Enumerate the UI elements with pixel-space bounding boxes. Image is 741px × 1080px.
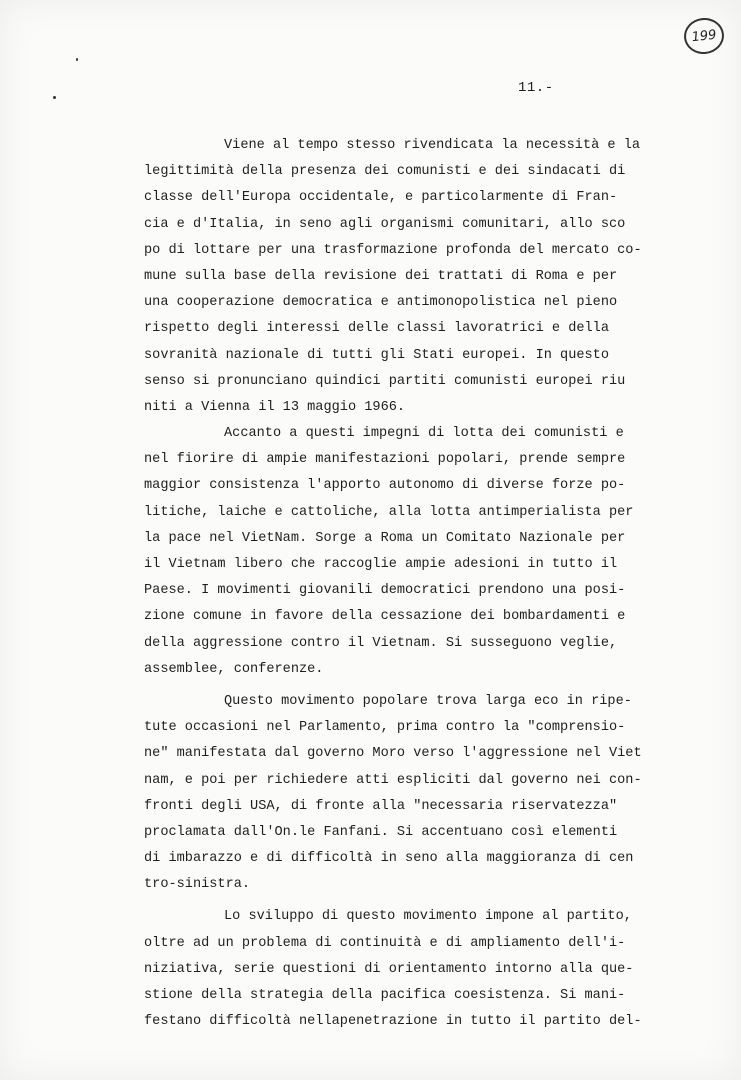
text-line: il Vietnam libero che raccoglie ampie adesioni in tutto il: [144, 557, 618, 572]
ink-speck: [76, 58, 78, 61]
text-line: Accanto a questi impegni di lotta dei comunisti e: [224, 426, 624, 442]
body-text: [144, 133, 674, 1035]
text-line: Paese. I movimenti giovanili democratici prendono una posi-: [144, 583, 626, 599]
text-line: rispetto degli interessi delle classi lavoratrici e della: [144, 321, 609, 337]
text-line: della aggressione contro il Vietnam. Si susseguono veglie,: [144, 635, 618, 651]
text-line: oltre ad un problema di continuità e di ampliamento dell'i-: [144, 935, 626, 951]
text-line: niti a Vienna il 13 maggio 1966.: [144, 399, 406, 415]
text-line: sovranità nazionale di tutti gli Stati europei. In questo: [144, 347, 609, 363]
archive-page-stamp: 199: [682, 16, 726, 56]
text-line: cia e d'Italia, in seno agli organismi comunitari, allo sco: [144, 216, 626, 232]
text-line: classe dell'Europa occidentale, e particolarmente di Fran-: [144, 190, 618, 206]
text-line: tro-sinistra.: [144, 877, 251, 893]
text-line: proclamata dall'On.le Fanfani. Si accentuano così elementi: [144, 824, 618, 840]
text-line: una cooperazione democratica e antimonopolistica nel pieno: [144, 295, 618, 311]
page-number: 11.-: [518, 80, 554, 96]
text-line: mune sulla base della revisione dei trattati di Roma e per: [144, 268, 618, 284]
text-line: Viene al tempo stesso rivendicata la necessità e la: [224, 138, 641, 153]
text-line: tute occasioni nel Parlamento, prima contro la "comprensio-: [144, 720, 626, 736]
text-line: litiche, laiche e cattoliche, alla lotta antimperialista per: [144, 504, 634, 520]
text-line: assemblee, conferenze.: [144, 661, 324, 677]
text-line: stione della strategia della pacifica coesistenza. Si mani-: [144, 988, 626, 1003]
text-line: festano difficoltà nellapenetrazione in tutto il partito del-: [144, 1014, 642, 1030]
text-line: niziativa, serie questioni di orientamento intorno alla que-: [144, 961, 634, 977]
paragraph: [144, 133, 674, 421]
text-line: nam, e poi per richiedere atti espliciti dal governo nei con-: [144, 772, 642, 788]
text-line: zione comune in favore della cessazione dei bombardamenti e: [144, 609, 626, 625]
text-line: Questo movimento popolare trova larga eco in ripe-: [224, 693, 632, 709]
text-line: fronti degli USA, di fronte alla "necessaria riservatezza": [144, 798, 618, 814]
paragraph: [144, 689, 674, 899]
text-line: la pace nel VietNam. Sorge a Roma un Comitato Nazionale per: [144, 530, 626, 546]
ink-speck: [53, 96, 56, 99]
text-line: po di lottare per una trasformazione profonda del mercato co-: [144, 242, 642, 258]
text-line: ne" manifestata dal governo Moro verso l'aggressione nel Viet: [144, 746, 642, 762]
paragraph: [144, 904, 674, 1035]
paragraph: [144, 421, 674, 683]
text-line: legittimità della presenza dei comunisti e dei sindacati di: [144, 164, 626, 180]
text-line: senso si pronunciano quindici partiti comunisti europei riu: [144, 373, 626, 389]
text-line: maggior consistenza l'apporto autonomo di diverse forze po-: [144, 478, 626, 494]
text-line: Lo sviluppo di questo movimento impone al partito,: [224, 909, 632, 925]
text-line: di imbarazzo e di difficoltà in seno alla maggioranza di cen: [144, 851, 634, 867]
text-line: nel fiorire di ampie manifestazioni popolari, prende sempre: [144, 452, 626, 468]
